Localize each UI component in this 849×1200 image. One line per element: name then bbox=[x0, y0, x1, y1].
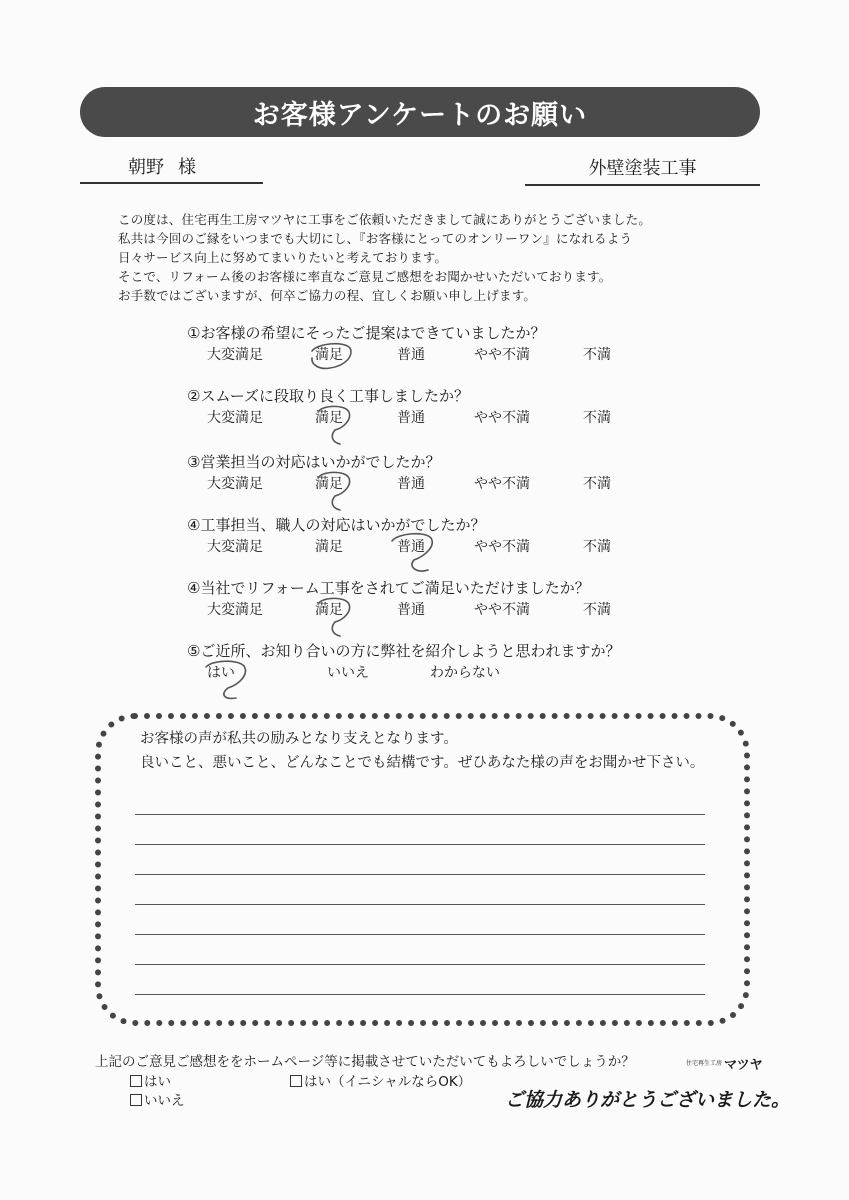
option-satisfied[interactable]: 満足 bbox=[315, 410, 343, 426]
checkbox[interactable] bbox=[290, 1075, 302, 1087]
checkbox[interactable] bbox=[130, 1075, 142, 1087]
option-dissatisfied[interactable]: 不満 bbox=[583, 539, 611, 555]
question-text: ②スムーズに段取り良く工事しましたか？ bbox=[187, 387, 469, 405]
thanks-message: ご協力ありがとうございました。 bbox=[505, 1089, 791, 1111]
option-somewhat-dissatisfied[interactable]: やや不満 bbox=[474, 476, 530, 492]
question-referral bbox=[187, 640, 747, 684]
option-somewhat-dissatisfied[interactable]: やや不満 bbox=[474, 602, 530, 618]
option-dissatisfied[interactable]: 不満 bbox=[583, 602, 611, 618]
question-text: ④工事担当、職人の対応はいかがでしたか？ bbox=[187, 516, 486, 534]
option-neutral[interactable]: 普通 bbox=[397, 410, 425, 426]
option-very-satisfied[interactable]: 大変満足 bbox=[207, 410, 263, 426]
logo-name: マツヤ bbox=[724, 1058, 763, 1073]
voice-line: 良いこと、悪いこと、どんなことでも結構です。ぜひあなた様の声をお聞かせ下さい。 bbox=[140, 755, 705, 771]
question-text: ①お客様の希望にそったご提案はできていましたか？ bbox=[187, 324, 546, 342]
rating-options bbox=[187, 536, 747, 558]
comment-line[interactable] bbox=[135, 964, 705, 965]
consent-yes-label: はい bbox=[144, 1074, 171, 1090]
page-title: お客様アンケートのお願い bbox=[252, 99, 588, 131]
referral-options bbox=[187, 662, 747, 684]
option-yes[interactable]: はい bbox=[207, 665, 235, 681]
title-banner bbox=[80, 87, 760, 137]
consent-question: 上記のご意見ご感想ををホームページ等に掲載させていただいてもよろしいでしょうか？ bbox=[95, 1054, 635, 1070]
consent-yes-initial[interactable] bbox=[290, 1070, 471, 1090]
option-dont-know[interactable]: わからない bbox=[430, 665, 500, 681]
option-dissatisfied[interactable]: 不満 bbox=[583, 476, 611, 492]
intro-paragraph bbox=[118, 210, 758, 305]
option-very-satisfied[interactable]: 大変満足 bbox=[207, 539, 263, 555]
question-text: ④当社でリフォーム工事をされてご満足いただけましたか？ bbox=[187, 579, 590, 597]
question-4 bbox=[187, 514, 747, 558]
option-no[interactable]: いいえ bbox=[327, 665, 369, 681]
logo-tagline: 住宅再生工房 bbox=[686, 1060, 723, 1067]
intro-line: お手数ではございますが、何卒ご協力の程、宜しくお願い申し上げます。 bbox=[118, 288, 537, 303]
consent-yes[interactable] bbox=[130, 1070, 171, 1090]
option-dissatisfied[interactable]: 不満 bbox=[583, 347, 611, 363]
question-text: ③営業担当の対応はいかがでしたか？ bbox=[187, 453, 441, 471]
question-text: ⑤ご近所、お知り合いの方に弊社を紹介しようと思われますか？ bbox=[187, 642, 621, 660]
work-type: 外壁塗装工事 bbox=[588, 158, 697, 179]
option-neutral[interactable]: 普通 bbox=[397, 347, 425, 363]
comment-line[interactable] bbox=[135, 994, 705, 995]
option-dissatisfied[interactable]: 不満 bbox=[583, 410, 611, 426]
question-1 bbox=[187, 322, 747, 366]
work-type-field bbox=[525, 150, 760, 186]
option-neutral[interactable]: 普通 bbox=[397, 539, 425, 555]
option-very-satisfied[interactable]: 大変満足 bbox=[207, 476, 263, 492]
option-somewhat-dissatisfied[interactable]: やや不満 bbox=[474, 347, 530, 363]
consent-yes-initial-label: はい（イニシャルならOK） bbox=[304, 1074, 472, 1090]
voice-instructions bbox=[140, 727, 704, 775]
customer-name: 朝野 bbox=[128, 157, 164, 178]
customer-honorific: 様 bbox=[178, 157, 196, 178]
rating-options bbox=[187, 407, 747, 429]
rating-options bbox=[187, 344, 747, 366]
company-logo bbox=[686, 1054, 763, 1073]
comment-line[interactable] bbox=[135, 874, 705, 875]
option-neutral[interactable]: 普通 bbox=[397, 476, 425, 492]
consent-no[interactable] bbox=[130, 1089, 185, 1109]
option-satisfied[interactable]: 満足 bbox=[315, 539, 343, 555]
intro-line: そこで、リフォーム後のお客様に率直なご意見ご感想をお聞かせいただいております。 bbox=[118, 269, 612, 284]
question-5 bbox=[187, 577, 747, 621]
option-very-satisfied[interactable]: 大変満足 bbox=[207, 602, 263, 618]
option-satisfied[interactable]: 満足 bbox=[315, 476, 343, 492]
comment-line[interactable] bbox=[135, 934, 705, 935]
option-somewhat-dissatisfied[interactable]: やや不満 bbox=[474, 539, 530, 555]
intro-line: 私共は今回のご縁をいつまでも大切にし、『お客様にとってのオンリーワン』になれるよう bbox=[118, 231, 633, 246]
comment-line[interactable] bbox=[135, 904, 705, 905]
option-very-satisfied[interactable]: 大変満足 bbox=[207, 347, 263, 363]
comment-line[interactable] bbox=[135, 814, 705, 815]
customer-name-field bbox=[80, 150, 263, 184]
option-somewhat-dissatisfied[interactable]: やや不満 bbox=[474, 410, 530, 426]
option-satisfied[interactable]: 満足 bbox=[315, 602, 343, 618]
rating-options bbox=[187, 599, 747, 621]
question-3 bbox=[187, 451, 747, 495]
intro-line: 日々サービス向上に努めてまいりたいと考えております。 bbox=[118, 250, 448, 265]
intro-line: この度は、住宅再生工房マツヤに工事をご依頼いただきまして誠にありがとうございました。 bbox=[118, 212, 652, 227]
rating-options bbox=[187, 473, 747, 495]
question-2 bbox=[187, 385, 747, 429]
checkbox[interactable] bbox=[130, 1094, 142, 1106]
option-satisfied[interactable]: 満足 bbox=[315, 347, 343, 363]
comment-line[interactable] bbox=[135, 844, 705, 845]
option-neutral[interactable]: 普通 bbox=[397, 602, 425, 618]
consent-no-label: いいえ bbox=[144, 1093, 185, 1109]
voice-line: お客様の声が私共の励みとなり支えとなります。 bbox=[140, 731, 458, 747]
